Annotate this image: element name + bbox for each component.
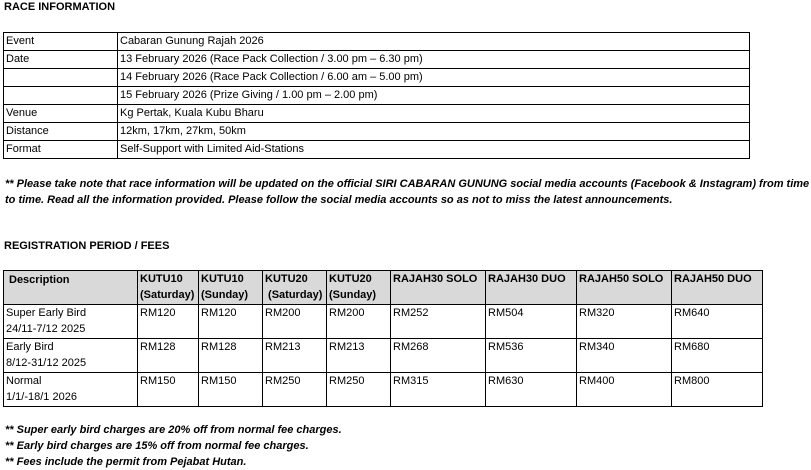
column-header: [391, 271, 486, 305]
fee-cell: RM320: [577, 305, 672, 339]
column-header: [327, 271, 391, 305]
column-header: [199, 271, 263, 305]
fee-cell: RM536: [486, 339, 577, 373]
fee-cell: RM400: [577, 373, 672, 407]
row-label: [4, 69, 118, 87]
row-label: Format: [4, 141, 118, 159]
fee-cell: RM268: [391, 339, 486, 373]
fee-cell: RM200: [263, 305, 327, 339]
row-value: 12km, 17km, 27km, 50km: [118, 123, 750, 141]
period-name: Normal: [6, 375, 42, 387]
fee-notes: [5, 422, 342, 470]
table-row: [4, 51, 750, 69]
fee-cell: RM120: [138, 305, 199, 339]
period-dates: 8/12-31/12 2025: [6, 357, 87, 369]
fee-cell: RM213: [263, 339, 327, 373]
row-label: Event: [4, 33, 118, 51]
period-name: Super Early Bird: [6, 307, 87, 319]
table-row: [4, 339, 763, 373]
row-value: Kg Pertak, Kuala Kubu Bharu: [118, 105, 750, 123]
row-value: 13 February 2026 (Race Pack Collection / 3.00 pm – 6.30 pm): [118, 51, 750, 69]
table-row: [4, 87, 750, 105]
fee-cell: RM150: [138, 373, 199, 407]
fee-cell: RM250: [327, 373, 391, 407]
registration-heading: REGISTRATION PERIOD / FEES: [4, 240, 170, 252]
table-row: [4, 373, 763, 407]
row-label: [4, 87, 118, 105]
header-line: (Saturday): [140, 289, 195, 301]
header-line: RAJAH50 DUO: [674, 273, 752, 285]
column-header: [577, 271, 672, 305]
fee-cell: RM150: [199, 373, 263, 407]
registration-fees-table: [3, 270, 763, 407]
row-label: Venue: [4, 105, 118, 123]
header-line: KUTU20: [265, 273, 308, 285]
fee-cell: RM250: [263, 373, 327, 407]
fee-cell: RM340: [577, 339, 672, 373]
header-line: (Saturday): [265, 289, 323, 301]
fee-cell: RM630: [486, 373, 577, 407]
column-header: [486, 271, 577, 305]
race-information-table: [3, 32, 750, 159]
fee-cell: RM128: [138, 339, 199, 373]
table-row: [4, 33, 750, 51]
period-dates: 24/11-7/12 2025: [6, 323, 86, 335]
header-line: KUTU20: [329, 273, 372, 285]
row-label: Distance: [4, 123, 118, 141]
period-cell: [4, 373, 138, 407]
header-line: KUTU10: [201, 273, 244, 285]
table-row: [4, 105, 750, 123]
fee-cell: RM315: [391, 373, 486, 407]
fee-cell: RM800: [672, 373, 763, 407]
fee-note: ** Super early bird charges are 20% off from normal fee charges.: [5, 424, 342, 436]
fee-cell: RM128: [199, 339, 263, 373]
race-information-heading: RACE INFORMATION: [4, 1, 116, 13]
race-information-note: ** Please take note that race information will be updated on the official SIRI CABARAN GUNUNG social media accounts (Facebook & Instagram) from time to time. Read all the information provided. Please follow the social media accounts so as not to miss the latest announcements.: [5, 178, 810, 206]
fee-cell: RM640: [672, 305, 763, 339]
header-line: RAJAH50 SOLO: [579, 273, 664, 285]
period-cell: [4, 305, 138, 339]
fee-note: ** Early bird charges are 15% off from normal fee charges.: [5, 440, 309, 452]
header-line: RAJAH30 DUO: [488, 273, 566, 285]
row-value: 15 February 2026 (Prize Giving / 1.00 pm – 2.00 pm): [118, 87, 750, 105]
table-row: [4, 123, 750, 141]
column-header: [263, 271, 327, 305]
period-dates: 1/1/-18/1 2026: [6, 391, 77, 403]
header-row: [4, 271, 763, 305]
column-header: [4, 271, 138, 305]
row-value: 14 February 2026 (Race Pack Collection / 6.00 am – 5.00 pm): [118, 69, 750, 87]
header-line: (Sunday): [201, 289, 249, 301]
fee-cell: RM200: [327, 305, 391, 339]
header-line: KUTU10: [140, 273, 183, 285]
fee-cell: RM120: [199, 305, 263, 339]
fee-cell: RM680: [672, 339, 763, 373]
table-row: [4, 141, 750, 159]
row-value: Self-Support with Limited Aid-Stations: [118, 141, 750, 159]
row-value: Cabaran Gunung Rajah 2026: [118, 33, 750, 51]
fee-cell: RM504: [486, 305, 577, 339]
fee-note: ** Fees include the permit from Pejabat Hutan.: [5, 456, 247, 468]
fee-cell: RM252: [391, 305, 486, 339]
fee-cell: RM213: [327, 339, 391, 373]
row-label: Date: [4, 51, 118, 69]
header-line: RAJAH30 SOLO: [393, 273, 478, 285]
header-line: (Sunday): [329, 289, 377, 301]
period-name: Early Bird: [6, 341, 54, 353]
period-cell: [4, 339, 138, 373]
column-header: [672, 271, 763, 305]
column-header: [138, 271, 199, 305]
table-row: [4, 69, 750, 87]
table-row: [4, 305, 763, 339]
header-line: Description: [9, 274, 70, 286]
